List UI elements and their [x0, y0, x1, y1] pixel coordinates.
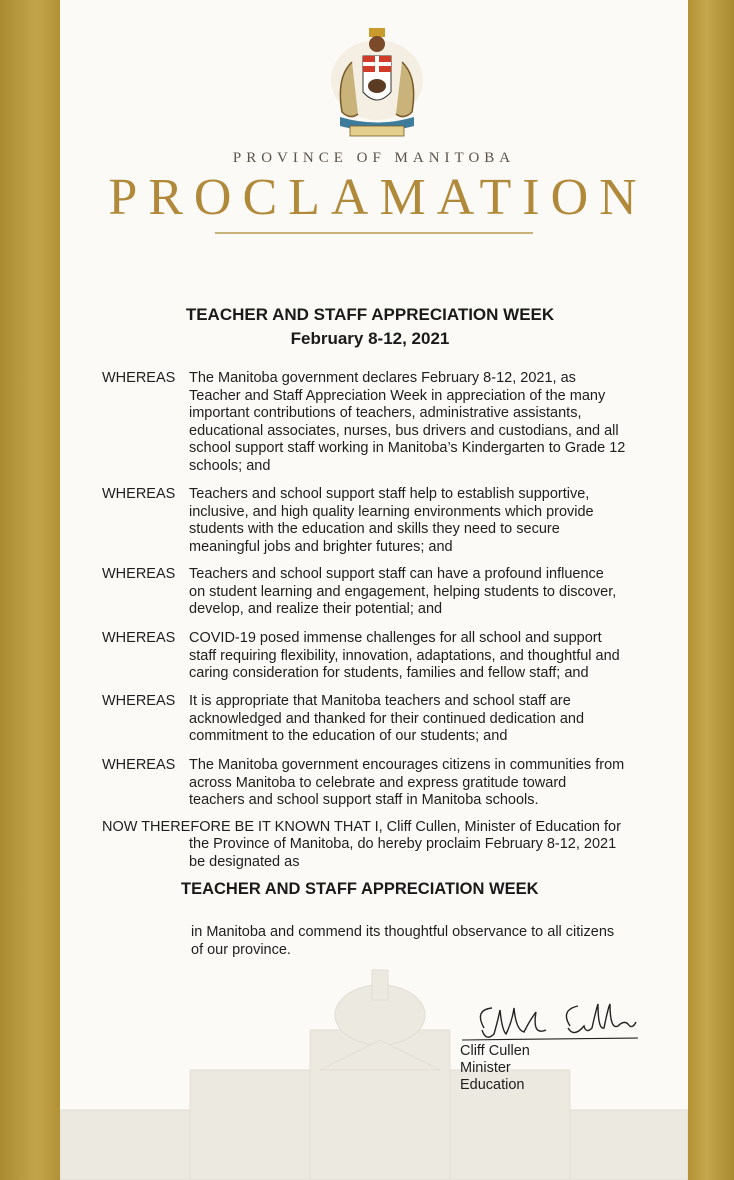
closing-statement	[191, 923, 651, 959]
proclamation-title: TEACHER AND STAFF APPRECIATION WEEK	[185, 305, 555, 324]
whereas-clause-line: meaningful jobs and brighter futures; and	[189, 538, 453, 555]
right-gold-border	[688, 0, 734, 1180]
whereas-clause-line: develop, and realize their potential; and	[189, 601, 443, 617]
whereas-label: WHEREAS	[102, 757, 176, 773]
proclamation-dates: February 8-12, 2021	[290, 329, 450, 348]
whereas-label: WHEREAS	[102, 370, 176, 386]
whereas-clause-line: on student learning and engagement, helping students to discover,	[189, 583, 617, 600]
legislative-building-watermark	[60, 960, 688, 1180]
whereas-clause-text	[189, 693, 659, 746]
whereas-clause-text	[189, 370, 659, 475]
whereas-clause-line: staff requiring flexibility, innovation, adaptations, and thoughtful and	[189, 647, 620, 664]
whereas-clause-line: COVID-19 posed immense challenges for all school and support	[189, 630, 602, 646]
whereas-clause-line: inclusive, and high quality learning environments which provide	[189, 503, 594, 520]
proclamation-document	[60, 0, 688, 1180]
whereas-label: WHEREAS	[102, 566, 176, 582]
whereas-label: WHEREAS	[102, 486, 176, 502]
whereas-clause-line: educational associates, nurses, bus drivers and custodians, and all	[189, 422, 619, 439]
whereas-clause-line: It is appropriate that Manitoba teachers and school staff are	[189, 693, 571, 709]
signatory-name: Cliff Cullen	[460, 1043, 530, 1059]
signatory-department: Education	[460, 1077, 525, 1093]
province-name: PROVINCE OF MANITOBA	[232, 150, 516, 166]
now-therefore-continuation	[189, 836, 659, 871]
signatory-title: Minister	[460, 1060, 511, 1076]
whereas-clause-line: commitment to the education of our students; and	[189, 728, 508, 744]
whereas-clause-line: Teachers and school support staff can have a profound influence	[189, 566, 604, 582]
proclamation-heading: PROCLAMATION	[108, 169, 648, 226]
left-gold-border	[0, 0, 60, 1180]
whereas-clause-line: Teachers and school support staff help to establish supportive,	[189, 486, 590, 502]
whereas-clause-text	[189, 486, 659, 556]
whereas-clause-line: schools; and	[189, 457, 271, 474]
heading-divider	[215, 232, 533, 234]
now-therefore-line-1: NOW THEREFORE BE IT KNOWN THAT I, Cliff Cullen, Minister of Education for	[102, 819, 621, 835]
manitoba-coat-of-arms	[322, 22, 432, 140]
whereas-clause-text	[189, 566, 659, 619]
whereas-clause-line: The Manitoba government encourages citizens in communities from	[189, 757, 625, 773]
designated-week-title: TEACHER AND STAFF APPRECIATION WEEK	[181, 880, 539, 898]
whereas-clause-line: Teacher and Staff Appreciation Week in appreciation of the many	[189, 387, 606, 404]
now-therefore-line-2: the Province of Manitoba, do hereby proclaim February 8-12, 2021	[189, 836, 617, 852]
whereas-clause-line: school support staff working in Manitoba’s Kindergarten to Grade 12	[189, 440, 626, 456]
whereas-clause-line: acknowledged and thanked for their continued dedication and	[189, 710, 585, 727]
whereas-clause-line: across Manitoba to celebrate and express gratitude toward	[189, 774, 567, 791]
whereas-clause-line: teachers and school support staff in Manitoba schools.	[189, 792, 539, 808]
now-therefore-line-3: be designated as	[189, 853, 300, 870]
whereas-clause-line: important contributions of teachers, administrative assistants,	[189, 405, 582, 421]
whereas-label: WHEREAS	[102, 693, 176, 709]
whereas-clause-line: caring consideration for students, families and fellow staff; and	[189, 665, 589, 681]
closing-line-1: in Manitoba and commend its thoughtful observance to all citizens	[191, 924, 615, 940]
whereas-clause-text	[189, 630, 659, 683]
whereas-clause-text	[189, 757, 659, 810]
whereas-clause-line: The Manitoba government declares February 8-12, 2021, as	[189, 370, 576, 386]
closing-line-2: of our province.	[191, 942, 291, 958]
whereas-label: WHEREAS	[102, 630, 176, 646]
whereas-clause-line: students with the education and skills they need to secure	[189, 521, 560, 537]
